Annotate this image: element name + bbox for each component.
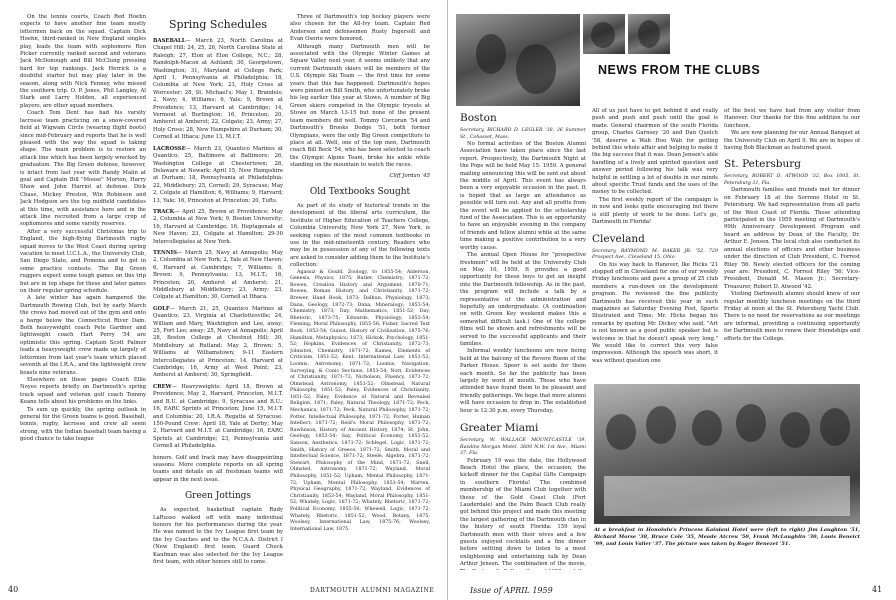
paragraph: We are now planning for our Annual Banquet at the University Club on April 9. We are in hopes of having Bob Blackman as featured guest. <box>724 130 860 152</box>
st-petersburg-heading: St. Petersburg <box>724 158 801 171</box>
spring-schedules-column <box>153 14 283 574</box>
sports-article-column <box>20 14 146 574</box>
issue-footer: Issue of APRIL 1959 <box>470 586 553 595</box>
green-jottings-heading: Green Jottings <box>184 491 252 502</box>
paragraph: honors. Golf and track may have disappointing seasons. More complete reports on all spring teams and details on all freshman teams will appear in the next issue. <box>153 454 283 483</box>
paragraph: of the best we have had from any visitor from Hanover. Our thanks for this fine addition to our luncheon. <box>724 108 860 129</box>
paragraph: The first weekly report of the campaign is in now and looks quite encouraging but there is still plenty of work to be done. Let's go, Dartmouth in Florida! <box>592 196 718 226</box>
old-textbooks-heading: Old Textbooks Sought <box>309 186 411 197</box>
paragraph: Three of Dartmouth's top hockey players were also chosen for the All-Ivy team. Captain Red Anderson and defensemen Rusty Ingersoll and Evan Osorio were honored. <box>290 14 430 43</box>
clubs-column-3 <box>724 108 860 378</box>
paragraph: On the tennis courts, Coach Red Hoehn expects to have another fine team mostly lettermen back on the squad. Captain Dick Hoehn, third-ranked in New England singles play, leads the team with sophomore Ron Picker currently ranked second and veterans Jack McDonough and Bill McClung pressing hard for top rankings. Jack Herrick is a doubtful starter but may play later in the season, along with Nick Fenney, who missed the southern trip. O. P. Jones, Phil Langley, Al Stark and Larry Holden, all experienced players, are other squad members. <box>20 14 146 109</box>
paragraph: Although many Dartmouth men will be associated with the Olympic Winter Games at Squaw Valley next year, it seems unlikely that any current Dartmouth skiers will be members of the U.S. Olympic Ski Team — the first time for some years that this has happened. Dartmouth's hopes were pinned on Bill Smith, who unfortunately broke his leg earlier this year at Stowe. A number of Big Green skiers competed in the Olympic tryouts at Stowe on March 13-15 but none of the present team members did well. Tommy Corcoran '54 and Dartmouth's Brooks Dodge '51, both former Olympians, were the only Big Green competitors to place at all. Well, one of the top men, Dartmouth coach Bill Beck '54, who has been selected to coach the Olympic Alpine Team, broke his ankle while standing on the mountain to watch the races. <box>290 43 430 169</box>
boston-secretary: Secretary, RICHARD D. LEGLER '38, 36 Summer St., Cohasset, Mass. <box>460 128 586 140</box>
paragraph: Elsewhere on these pages Coach Ellie Noyes reports briefly on Dartmouth's spring track squad and veteran golf coach Tommy Keane tells about his problems on the links. <box>20 376 146 406</box>
club-photo-top-left <box>456 14 580 106</box>
photo-caption: At a breakfast in Honolulu's Princess Kaiulani Hotel were (left to right) Jim Laughton '51, Richard Morse '38, Bruce Cole '35, Meade Atcreu '50, Frank McLaughlin '30, Louis Beneict '99, and Louis Valier '37. The picture was taken by Roger Benezet '51. <box>594 527 860 547</box>
schedule-baseball: BASEBALL— March 23, North Carolina at Chapel Hill; 24, 25, 26, North Carolina State at Raleigh; 27, Elon at Elon College, N.C.; 28, Randolph-Macon at Ashland; 30, Georgetown, Washington; 31, Maryland at College Park; April 1, Pennsylvania at Philadelphia; 18, Columbia at New York; 23, Holy Cross at Worcester; 28, St. Michael's; May 1, Brandeis; 2, Navy; 4, Williams; 6, Yale; 9, Brown at Providence; 13, Harvard at Cambridge; 14, Vermont at Burlington; 16, Princeton; 20, Amherst at Amherst; 22, Colgate; 23, Army; 27, Holy Cross; 28, New Hampshire at Durham; 30, Cornell at Ithaca; June 13, M.I.T. <box>153 38 283 141</box>
paragraph: All of us just have to get behind it and really push and push and push until the goal is made. General chairmen of the south Florida group, Charles Garnsey '20 and Dan Quelch '58, deserve a Wah Hoo Wah for getting behind this whole affair and helping to make it the big success that it was. Dean Jensen's able handling of a lively and spirited question and answer period following his talk was very helpful in settling a lot of doubts in our minds about specific Trust funds and the uses of the money to be collected. <box>592 108 718 196</box>
page-number: 41 <box>872 585 883 594</box>
paragraph: As expected, basketball captain Rudy LaRusso walked off with many individual honors for his performances during the year. He was named to the Ivy League first team by the Ivy Coaches and to the N.C.A.A. District I (New England) first team. Guard Chuck Kaufman was also selected for the Ivy League first team, with other honors still to come. <box>153 507 283 565</box>
spring-schedules-heading: Spring Schedules <box>168 18 268 31</box>
miami-secretary: Secretary, W. WALLACE MOUNTCASTLE '39, Rawlins Morgan Motel, 3600 N.W. 1st Ave., Miami 37, Fla. <box>460 438 586 457</box>
club-photo-top-small-2 <box>628 14 670 54</box>
schedule-crew: CREW— Heavyweights: April 18, Brown at Providence; May 2, Harvard, Princeton, M.I.T. and B.U. at Cambridge; 9, Syracuse and B.U.; 16, EARC Sprints at Princeton; June 15, M.I.T. and Columbia; 20, I.R.A. Regatta at Syracuse. 150-Pound Crew: April 18, Yale at Derby; May 2, Harvard and M.I.T. at Cambridge; 16, EARC Sprints at Cambridge; 23, Pennsylvania and Cornell at Philadelphia. <box>153 383 283 450</box>
clubs-column-1 <box>460 108 586 570</box>
paragraph: A late winter has again hampered the Dartmouth Rowing Club, but by early March the crews had moved out of the gym and onto a barge below the Connecticut River Dam. Both heavyweight coach Pete Gardner and lightweight coach Hart Perry '54 are optimistic this spring. Captain Scott Palmer leads a heavyweight crew made up largely of lettermen from last year's team which placed seventh at the I.R.A., and the lightweight crew boasts nine veterans. <box>20 295 146 376</box>
schedule-lacrosse: LACROSSE— March 23, Quantico Marines at Quantico; 25, Baltimore at Baltimore; 26, Washington College at Chestertown; 28, Delaware at Newark; April 15, New Hampshire at Durham; 18, Pennsylvania at Philadelphia; 22, Middlebury; 25, Cornell; 29, Syracuse; May 2, Colgate at Hamilton; 6, Williams; 9, Harvard; 13, Yale; 16, Princeton at Princeton; 20, Tufts. <box>153 145 283 204</box>
paragraph: Coach Tom Dent has had his varsity lacrosse team practicing on a snow-covered field at Wigwam Circle (wearing flight boots) since mid-February and reports that he is well pleased with the way the squad is taking shape. The main problem is to restore an attack line which has been largely wrecked by graduation. The Big Green defense, however, is intact from last year with Randy Malin at goal and Captain Bill "Moose" Morton, Harry Shaw and John Harriot at defense. Dick Chase, Mickey Preston, Win Robinson and Jack Hodgson are the top midfield candidates at this time, with assistance here and in the attack line recruited from a large crop of sophomores and some varsity reserves. <box>20 110 146 228</box>
schedule-golf: GOLF— March 21, 25, Quantico Marines at Quantico; 23, Virginia at Charlottesville; 24, William and Mary, Washington and Lee, away; 25, Fort Lee; away; 25, Navy at Annapolis; April 28, Boston College at Chestnut Hill; 30, Middlebury at Rutland; May 2, Brown; 5, Williams at Williamstown; 9-11 Eastern Intercollegiates at Princeton; 14, Harvard at Cambridge; 16, Army at West Point; 23, Amherst at Amherst; 30, Springfield. <box>153 305 283 379</box>
paragraph: To sum up quickly, the spring outlook in general for the Green teams is good. Baseball, tennis, rugby, lacrosse and crew all seem strong, with the Indian baseball team having a good chance to take league <box>20 406 146 443</box>
paragraph: Dartmouth families and friends met for dinner on February 18 at the Sorreno Hotel in St. Petersburg. We had representation from all parts of the West Coast of Florida. Those attending participated in the 1959 meeting of Dartmouth's 99th Anniversary Development Program and heard an address by Dean of the Faculty, Dr. Arthur E. Jensen. The local club also conducted its annual elections of officers and other business under the direction of Club President, C. Forrest Riley '56. Newly elected officers for the coming year are: President, C. Forrest Riley '56; Vice-President, Donald M. Mason Jr.; Secretary-Treasurer, Robert D. Atwood '42. <box>724 187 860 290</box>
textbooks-column <box>290 14 430 574</box>
cleveland-secretary: Secretary, RAYMOND M. BAKER JR. '52, 729 Prospect Ave., Cleveland 15, Ohio <box>592 248 718 260</box>
cleveland-heading: Cleveland <box>592 232 645 245</box>
paragraph: On his way back to Hanover, Ike Hicks '21 stopped off in Cleveland for one of our weekly Friday luncheons and gave a group of 25 club members a run-down on the development program. He reviewed the fine publicity Dartmouth has received this year in such magazines as Saturday Evening Post, Sports Illustrated and Time; Mr. Hicks began his remarks by quoting Mr. Dickey who said, "Art is not known as a good public speaker but is welcome in that he doesn't speak very long." We would like to correct this very false impression. Although the speech was short, it was without question one <box>592 261 718 364</box>
schedule-track: TRACK— April 25, Brown at Providence; May 2, Columbia at New York; 9, Boston University; 16, Harvard at Cambridge; 16, Heptagonals at New Haven; 23, Colgate at Hamilton; 29-30 Intercollegiates at New York. <box>153 208 283 245</box>
news-from-the-clubs-title: NEWS FROM THE CLUBS <box>598 63 761 77</box>
paragraph: The annual Open House for "prospective freshmen" will be held at the University Club on May 10, 1959. It provides a good opportunity for these boys to get an insight into the Dartmouth fellowship. As in the past, the program will include a talk by a representative of the administration and hopefully an undergraduate. (A continuation on with Green Key weekend makes this a somewhat difficult task.) One of the college films will be shown and refreshments will be served to the successful applicants and their families. <box>460 252 586 347</box>
paragraph: After a very successful Christmas trip to England, the high-flying Dartmouth rugby squad moves to the West Coast during spring vacation to meet U.C.L.A., the University Club, San Diego State, and Pomona and to get in some practice contests. The Big Green ruggers expect some tough games on this trip but are in top shape for these and later games on their regular spring schedule. <box>20 228 146 295</box>
club-photo-top-small <box>583 14 625 54</box>
paragraph: Visiting Dartmouth alumni should know of our regular monthly luncheon meetings on the third Friday at noon at the St. Petersburg Yacht Club. There is no need for reservations as our meetings are informal, providing a continuing opportunity for Dartmouth men to renew their friendships and efforts for the College. <box>724 291 860 342</box>
st-petersburg-secretary: Secretary, ROBERT D. ATWOOD '32, Box 1005, St. Petersburg 31, Fla. <box>724 174 860 186</box>
honolulu-breakfast-photo <box>594 384 860 524</box>
paragraph: Informal weekly luncheons are now being held at the balcony of the Revere Room of the Parker House. Speer is set aside for them each month. So far the publicity has been largely by word of mouth. Those who have attended have found them to be pleasant and friendly gatherings. We hope that more alumni will have occasion to drop in. The established hour is 12:30 p.m. every Thursday. <box>460 348 586 414</box>
clubs-column-2 <box>592 108 718 378</box>
boston-heading: Boston <box>460 112 497 124</box>
magazine-footer: DARTMOUTH ALUMNI MAGAZINE <box>310 587 435 594</box>
author-signature: Cliff Jordan '45 <box>389 172 430 179</box>
paragraph: As part of its study of historical trends in the development of the liberal arts curriculum, the Institute of Higher Education of Teachers College, Columbia University, New York 27, New York, is seeking copies of the most common textbooks in use in the mid-nineteenth century. Readers who may be in possession of any of the following texts are asked to consider adding them to the Institute's collection: <box>290 202 430 269</box>
textbook-list: Agassiz & Gould, Zoology, to 1855-54; Alderson, Genesis, Physics; 1875; Butler, Chemistry; 1871-72; Bowen, Creation History and Argument, 1870-71; Bowen, Roman History and Christianity, 1871-72; Brewer, Hand Book, 1873; Dalhun, Physiology, 1873; Dana, Geology, 1872-73; Dana, Mineralogy; 1853-54; Chemistry, 1873; Day, Mathematics, 1851-52; Day, Rhetoric, 1873-75; Edwards, Physiology, 1853-54; Fleming, Moral Philosophy, 1855-56; Fisher, Sacred Text Book, 1853-54; Guizot, History of Civilization, 1875-76; Hamilton, Metaphysics; 1873; Hickok, Psychology, 1851-52; Hopkins, Evidences of Christianity, 1872-73; Johnston, Chemistry, 1871-72; Kames, Elements of Criticism, 1851-52; Kent, International Law, 1851-52; Loomis, Astronomy; 1871-72; Loomis, Navigation, Surveying, & Conic Sections, 1853-54; Nott, Evidences of Christianity, 1871-72; Nicholson, Fluency, 1871-72; Olmstead, Astronomy, 1851-52; Olmstead, Natural Philosophy, 1851-52; Paley, Evidences of Christianity, 1851-52; Paley, Evidence of Natural and Revealed Religion, 1871; Paley, Natural Theology, 1871-72; Peck, Mechanics, 1871-72; Peck, Natural Philosophy, 1871-72; Potter, Intellectual Philosophy, 1871-72; Porter, Human Intellect; 1871-72; Reid's Moral Philosophy, 1871-72; Rawlinson, History of Ancient History, 1874; St. John, Geology, 1853-54; Say, Political Economy, 1851-52; Sanson, Aesthetics, 1871-72; Schlegel, Logic, 1871-72; Smith, History of Greece, 1871-72; Smith, Moral and Intellectual Science, 1871-72; Steele, Algebra, 1871-72; Stewart, Philosophy of the Mind, 1871-72; Snell, Olmsted, Astronomy, 1871-72; Wayland, Moral Philosophy, 1851-52; Upham, Mental Philosophy, 1871-72; Upham, Mental Philosophy, 1853-54; Warren, Physical Geography, 1871-72; Wayland, Evidences of Christianity, 1853-54; Wayland, Moral Philosophy, 1851-52; Whately, Logic, 1871-72; Whately, Rhetoric, 1871-72; Political Economy, 1855-56; Whewell, Logic, 1871-72; Whately, Rhetoric, 1851-52; Wood, Botany, 1875; Woolsey, International Law, 1875-76; Woolsey, International Law, 1875. <box>290 269 430 532</box>
schedule-tennis: TENNIS— March 25, Navy at Annapolis; May 2, Columbia at New York; 2, Yale at New Haven; 6, Harvard at Cambridge; 7, Williams; 8, Brown; 9, Pennsylvania; 13, M.I.T.; 16, Princeton; 20, Amherst at Amherst; 21, Middlebury at Middlebury; 23, Army; 23, Colgate at Hamilton; 30, Cornell at Ithaca. <box>153 249 283 301</box>
paragraph: February 19 was the date, the Hollywood Beach Hotel the place, the occasion, the kickoff dinner for the Capital Gifts Campaign in southern Florida! The combined membership of the Miami Club together with those of the Gold Coast Club (Fort Lauderdale) and the Palm Beach Club really got behind this project and made this meeting the largest gathering of the Dartmouth clan in the history of south Florida: 159 loyal Dartmouth men with their wives and a few guests enjoyed cocktails and a fine dinner before settling down to listen to a most enlightening and entertaining talk by Dean Arthur Jensen. The combination of the movie, <box>460 457 586 568</box>
paragraph: No formal activities of the Boston Alumni Association have taken place since the last report. Prospectively, the Dartmouth Night at the Pops will be held May 15. 1959. A general mailing announcing this will be sent out about the middle of April. This event has always been a very enjoyable occasion in the past. It is hoped that as large an attendance as possible will turn out. Any and all profits from the event will be applied to the scholarship fund of the Association. This is an opportunity to have an enjoyable evening in the company of friends and fellow alumni while at the same time making a positive contribution to a very worthy cause. <box>460 141 586 251</box>
greater-miami-heading: Greater Miami <box>460 422 539 435</box>
page-number: 40 <box>8 585 19 594</box>
